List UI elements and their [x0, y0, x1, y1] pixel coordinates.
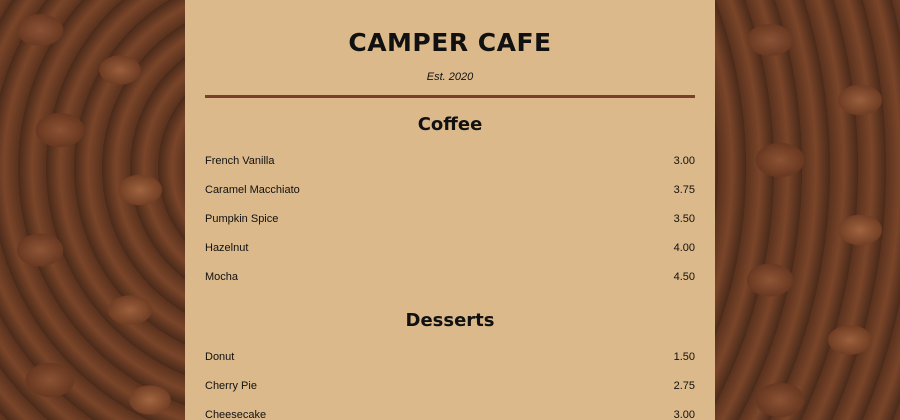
item-price: 1.50: [673, 351, 695, 363]
item-price: 3.00: [673, 409, 695, 420]
item-name: Caramel Macchiato: [205, 184, 300, 196]
page-title: CAMPER CAFE: [348, 28, 552, 57]
menu-item: [205, 408, 695, 420]
item-name: Donut: [205, 351, 235, 363]
item-price: 4.00: [673, 242, 695, 254]
item-name: Cheesecake: [205, 409, 267, 420]
item-price: 4.50: [673, 271, 695, 283]
menu-item: [205, 270, 695, 284]
dessert-items: [205, 350, 695, 420]
menu-item: [205, 183, 695, 197]
item-price: 3.75: [673, 184, 695, 196]
menu-item: [205, 379, 695, 393]
section-title-coffee: Coffee: [417, 114, 483, 135]
item-name: Hazelnut: [205, 242, 249, 254]
menu-card: [185, 0, 715, 420]
item-name: Cherry Pie: [205, 380, 257, 392]
item-name: Pumpkin Spice: [205, 213, 279, 225]
coffee-section: [205, 114, 695, 284]
section-title-desserts: Desserts: [405, 310, 495, 331]
coffee-items: [205, 154, 695, 284]
menu-item: [205, 350, 695, 364]
menu-item: [205, 154, 695, 168]
menu-item: [205, 212, 695, 226]
item-price: 3.00: [673, 155, 695, 167]
item-price: 2.75: [673, 380, 695, 392]
item-name: French Vanilla: [205, 155, 275, 167]
desserts-section: [205, 310, 695, 420]
item-name: Mocha: [205, 271, 239, 283]
menu-item: [205, 241, 695, 255]
established-text: Est. 2020: [426, 71, 474, 83]
item-price: 3.50: [673, 213, 695, 225]
divider: [205, 95, 695, 98]
